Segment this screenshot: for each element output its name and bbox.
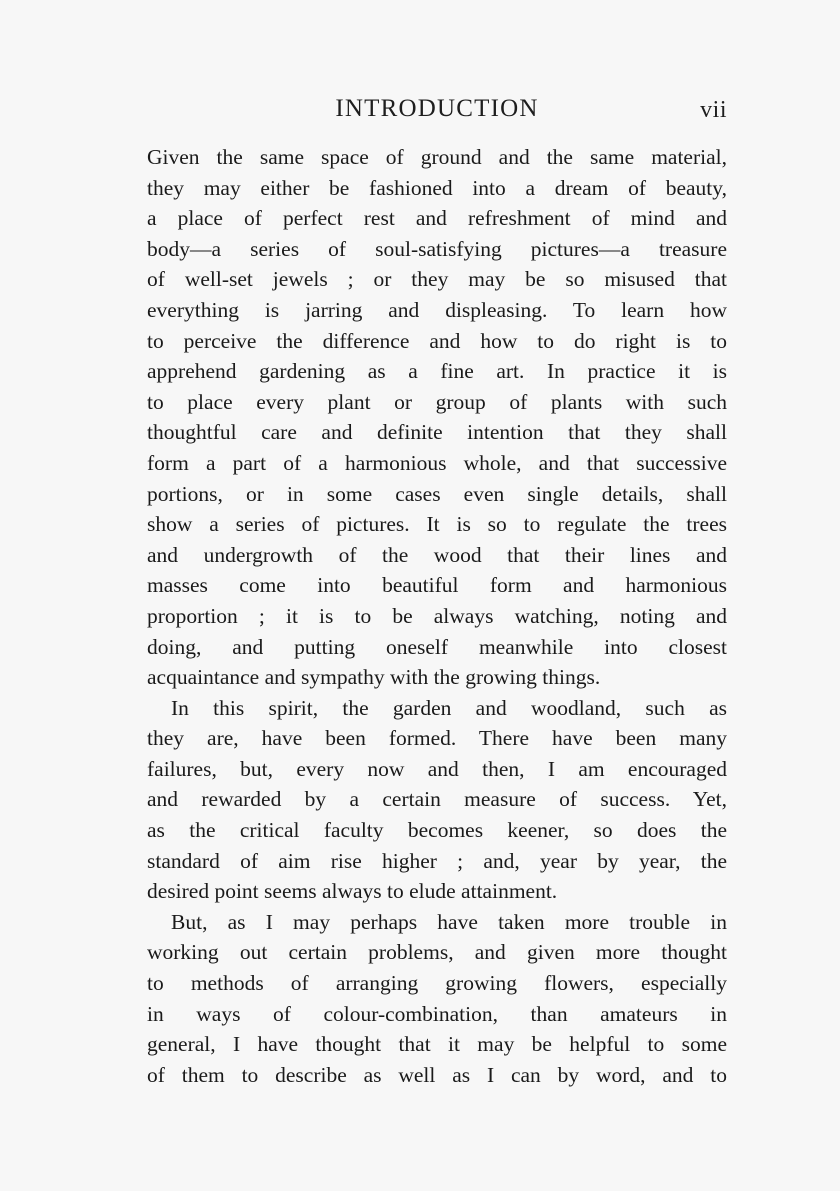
paragraph-3 <box>147 907 727 1091</box>
paragraph-1 <box>147 142 727 693</box>
text-line: of well-set jewels ; or they may be so misused that <box>147 267 727 292</box>
text-line: standard of aim rise higher ; and, year by year, the <box>147 848 727 873</box>
text-line: In this spirit, the garden and woodland, such as <box>171 695 727 720</box>
text-line: and rewarded by a certain measure of success. Yet, <box>147 787 727 812</box>
text-line: acquaintance and sympathy with the growing things. <box>147 665 601 690</box>
text-line: everything is jarring and displeasing. To learn how <box>147 297 727 322</box>
text-line: in ways of colour-combination, than amateurs in <box>147 1001 727 1026</box>
text-line: as the critical faculty becomes keener, so does the <box>147 818 727 843</box>
text-line: body—a series of soul-satisfying pictures—a treasure <box>147 236 727 261</box>
text-line: working out certain problems, and given more thought <box>147 940 727 965</box>
body-text <box>147 142 727 1090</box>
text-line: and undergrowth of the wood that their lines and <box>147 542 727 567</box>
text-line: apprehend gardening as a fine art. In practice it is <box>147 359 727 384</box>
text-line: thoughtful care and definite intention that they shall <box>147 420 727 445</box>
page-number: vii <box>700 97 727 123</box>
text-line: doing, and putting oneself meanwhile into closest <box>147 634 727 659</box>
text-line: a place of perfect rest and refreshment of mind and <box>147 206 727 231</box>
text-line: form a part of a harmonious whole, and that successive <box>147 450 727 475</box>
text-line: proportion ; it is to be always watching, noting and <box>147 603 727 628</box>
text-line: failures, but, every now and then, I am encouraged <box>147 756 727 781</box>
text-line: to place every plant or group of plants with such <box>147 389 727 414</box>
text-line: But, as I may perhaps have taken more trouble in <box>171 909 727 934</box>
chapter-title: INTRODUCTION <box>335 95 539 122</box>
running-head <box>147 95 727 127</box>
text-line: masses come into beautiful form and harmonious <box>147 573 727 598</box>
text-line: of them to describe as well as I can by word, and to <box>147 1062 727 1087</box>
text-line: show a series of pictures. It is so to regulate the trees <box>147 512 727 537</box>
paragraph-2 <box>147 693 727 907</box>
text-line: they are, have been formed. There have been many <box>147 726 727 751</box>
text-line: they may either be fashioned into a dream of beauty, <box>147 175 727 200</box>
text-line: portions, or in some cases even single details, shall <box>147 481 727 506</box>
text-line: to methods of arranging growing flowers, especially <box>147 971 727 996</box>
text-line: to perceive the difference and how to do right is to <box>147 328 727 353</box>
text-line: general, I have thought that it may be helpful to some <box>147 1032 727 1057</box>
text-line: Given the same space of ground and the same material, <box>147 145 727 169</box>
text-line: desired point seems always to elude attainment. <box>147 879 558 904</box>
